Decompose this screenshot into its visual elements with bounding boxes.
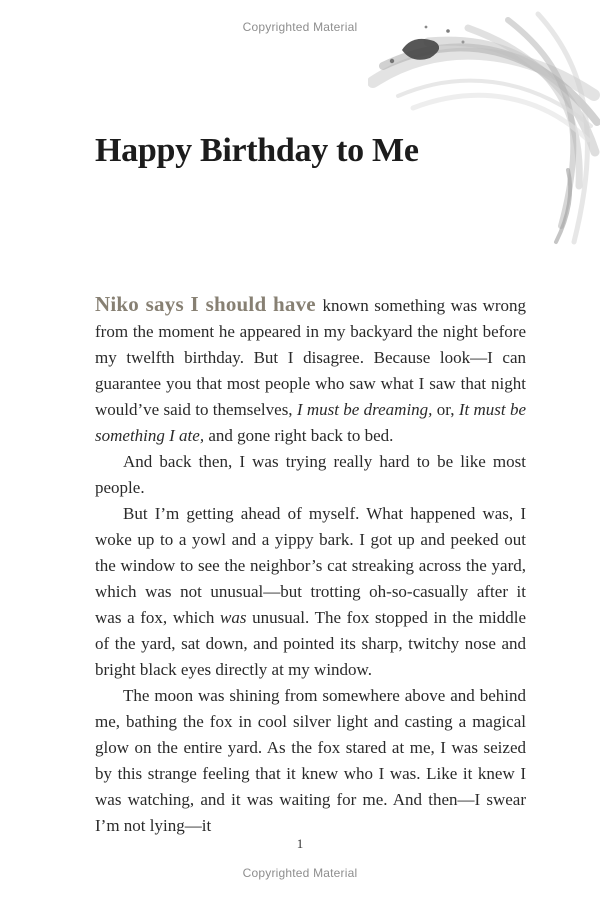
chapter-title: Happy Birthday to Me <box>95 132 419 169</box>
body-text-segment: unusual. The fox stopped in the middle of the yard, sat down, and pointed its sharp, twitchy nose and bright black eyes directly at my window. <box>95 608 526 679</box>
paragraph-3 <box>95 501 526 683</box>
body-text-segment: It must be something I ate, <box>95 400 526 445</box>
paragraph-4 <box>95 683 526 839</box>
body-text-segment: The moon was shining from somewhere above and behind me, bathing the fox in cool silver light and casting a magical glow on the entire yard. As the fox stared at me, I was seized by this strange feeling that it knew who I was. Like it knew I was watching, and it was waiting for me. And then—I swear I’m not lying—it <box>95 686 526 835</box>
lead-in-text: Niko says I should have <box>95 292 323 316</box>
body-text <box>95 291 526 839</box>
brush-swoosh-decoration <box>368 0 600 252</box>
body-text-segment: And back then, I was trying really hard to be like most people. <box>95 452 526 497</box>
body-text-segment: I must be dreaming, <box>296 400 433 419</box>
body-text-segment: or, <box>432 400 459 419</box>
paragraph-2 <box>95 449 526 501</box>
paragraph-1 <box>95 291 526 449</box>
copyright-notice-top: Copyrighted Material <box>242 20 358 34</box>
body-text-segment: was <box>220 608 247 627</box>
body-text-segment: and gone right back to bed. <box>204 426 394 445</box>
copyright-notice-bottom: Copyrighted Material <box>242 866 358 880</box>
body-text-segment: But I’m getting ahead of myself. What happened was, I woke up to a yowl and a yippy bark. I got up and peeked out the window to see the neighbor’s cat streaking across the yard, which was not unusual—but trotting oh-so-casually after it was a fox, which <box>95 504 526 627</box>
page-number: 1 <box>296 836 304 851</box>
body-text-segment: known something was wrong from the moment he appeared in my backyard the night before my twelfth birthday. But I disagree. Because look—I can guarantee you that most people who saw what I saw that night would’ve said to themselves, <box>95 296 527 419</box>
